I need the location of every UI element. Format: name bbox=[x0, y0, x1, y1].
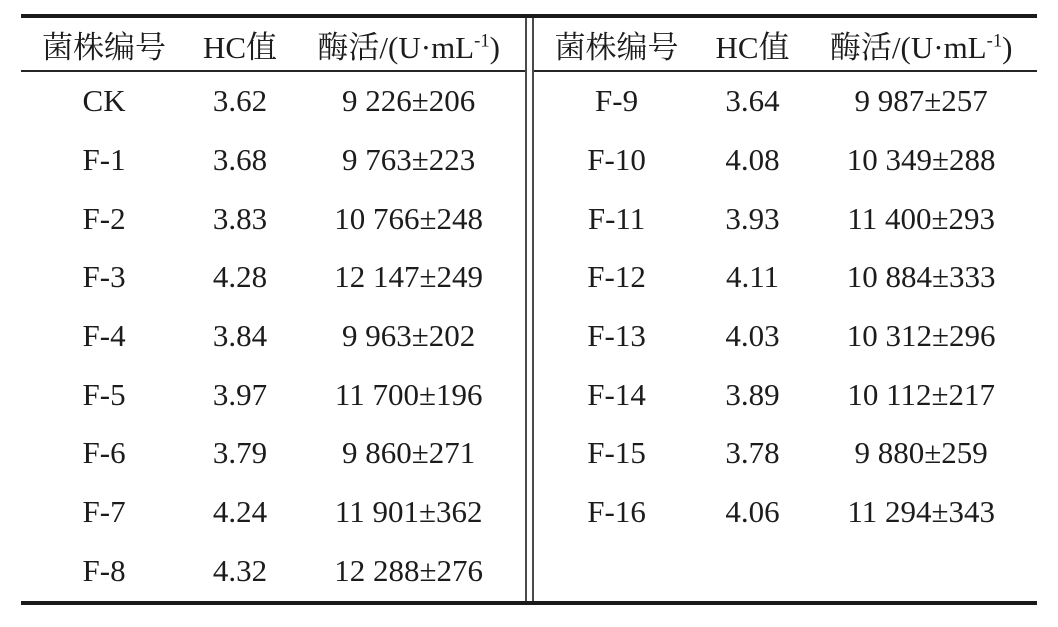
activity-unit-prefix: 酶活/(U·mL bbox=[317, 29, 475, 65]
cell-hc: 4.24 bbox=[212, 494, 268, 530]
cell-hc: 3.64 bbox=[725, 83, 780, 119]
cell-activity: 11 901±362 bbox=[334, 494, 483, 530]
cell-strain: F-11 bbox=[587, 200, 646, 236]
cell-strain: F-16 bbox=[587, 494, 646, 530]
cell-activity: 9 226±206 bbox=[342, 83, 476, 119]
double-vertical-rule bbox=[525, 18, 534, 601]
cell-hc: 3.89 bbox=[725, 376, 780, 412]
table-row bbox=[21, 248, 525, 307]
cell-strain: F-5 bbox=[82, 376, 126, 412]
cell-strain: F-10 bbox=[587, 142, 646, 178]
cell-activity: 9 987±257 bbox=[854, 83, 988, 119]
activity-unit-suffix: ) bbox=[489, 29, 500, 65]
strain-enzyme-table bbox=[21, 14, 1037, 605]
table-row bbox=[534, 189, 1038, 248]
cell-strain: F-8 bbox=[82, 552, 126, 588]
col-header-hc: HC值 bbox=[700, 18, 806, 71]
table-row bbox=[534, 248, 1038, 307]
cell-strain: F-2 bbox=[82, 200, 126, 236]
cell-hc: 4.08 bbox=[725, 142, 780, 178]
cell-activity: 9 763±223 bbox=[342, 142, 476, 178]
activity-unit-suffix: ) bbox=[1002, 29, 1013, 65]
cell-activity: 9 880±259 bbox=[854, 435, 988, 471]
cell-activity: 11 400±293 bbox=[847, 200, 995, 236]
cell-strain: F-13 bbox=[587, 318, 646, 354]
table-row bbox=[21, 71, 525, 131]
cell-activity: 11 700±196 bbox=[334, 376, 483, 412]
activity-unit-exponent: -1 bbox=[474, 30, 490, 52]
cell-strain: F-15 bbox=[587, 435, 646, 471]
cell-hc: 4.06 bbox=[725, 494, 780, 530]
cell-activity: 12 147±249 bbox=[334, 259, 484, 295]
cell-activity: 9 963±202 bbox=[342, 318, 476, 354]
cell-activity: 10 112±217 bbox=[847, 376, 995, 412]
cell-hc: 3.93 bbox=[725, 200, 780, 236]
cell-activity: 10 349±288 bbox=[846, 142, 996, 178]
cell-hc: 3.83 bbox=[212, 200, 268, 236]
cell-hc: 3.97 bbox=[212, 376, 268, 412]
cell-hc: 3.68 bbox=[212, 142, 268, 178]
cell-hc: 3.78 bbox=[725, 435, 780, 471]
cell-strain: F-9 bbox=[595, 83, 639, 119]
col-header-strain: 菌株编号 bbox=[21, 18, 187, 71]
activity-unit-prefix: 酶活/(U·mL bbox=[829, 29, 987, 65]
table-right-half bbox=[534, 18, 1038, 601]
cell-hc: 3.84 bbox=[212, 318, 268, 354]
cell-activity: 10 312±296 bbox=[846, 318, 996, 354]
cell-strain: F-3 bbox=[82, 259, 126, 295]
table-row bbox=[21, 542, 525, 601]
table-row bbox=[534, 483, 1038, 542]
header-row-left bbox=[21, 18, 525, 71]
cell-hc: 4.32 bbox=[212, 552, 268, 588]
table-row bbox=[534, 131, 1038, 190]
cell-hc: 3.62 bbox=[212, 83, 268, 119]
cell-activity: 10 766±248 bbox=[334, 200, 484, 236]
table-row bbox=[21, 307, 525, 366]
cell-strain: F-12 bbox=[587, 259, 646, 295]
col-header-activity bbox=[293, 18, 525, 71]
table-row bbox=[21, 189, 525, 248]
cell-activity: 12 288±276 bbox=[334, 552, 484, 588]
col-header-activity bbox=[805, 18, 1037, 71]
cell-hc: 4.03 bbox=[725, 318, 780, 354]
table-row bbox=[21, 131, 525, 190]
cell-strain: F-6 bbox=[82, 435, 126, 471]
cell-strain: F-7 bbox=[82, 494, 126, 530]
table-left-half bbox=[21, 18, 525, 601]
cell-strain: F-14 bbox=[587, 376, 646, 412]
cell-hc: 3.79 bbox=[212, 435, 268, 471]
col-header-hc: HC值 bbox=[187, 18, 293, 71]
cell-strain: F-1 bbox=[82, 142, 126, 178]
header-row-right bbox=[534, 18, 1038, 71]
cell-hc: 4.11 bbox=[725, 259, 780, 295]
cell-activity: 11 294±343 bbox=[847, 494, 995, 530]
col-header-strain: 菌株编号 bbox=[534, 18, 700, 71]
table-row bbox=[534, 424, 1038, 483]
cell-activity: 10 884±333 bbox=[846, 259, 996, 295]
cell-strain: F-4 bbox=[82, 318, 126, 354]
table-row bbox=[21, 365, 525, 424]
table-row bbox=[21, 483, 525, 542]
table-row bbox=[534, 307, 1038, 366]
table-left bbox=[21, 18, 525, 600]
cell-hc: 4.28 bbox=[212, 259, 268, 295]
cell-strain: CK bbox=[82, 83, 126, 119]
table-row bbox=[534, 71, 1038, 131]
table-row bbox=[21, 424, 525, 483]
table-row bbox=[534, 365, 1038, 424]
activity-unit-exponent: -1 bbox=[986, 30, 1003, 52]
table-right bbox=[534, 18, 1038, 542]
cell-activity: 9 860±271 bbox=[342, 435, 476, 471]
